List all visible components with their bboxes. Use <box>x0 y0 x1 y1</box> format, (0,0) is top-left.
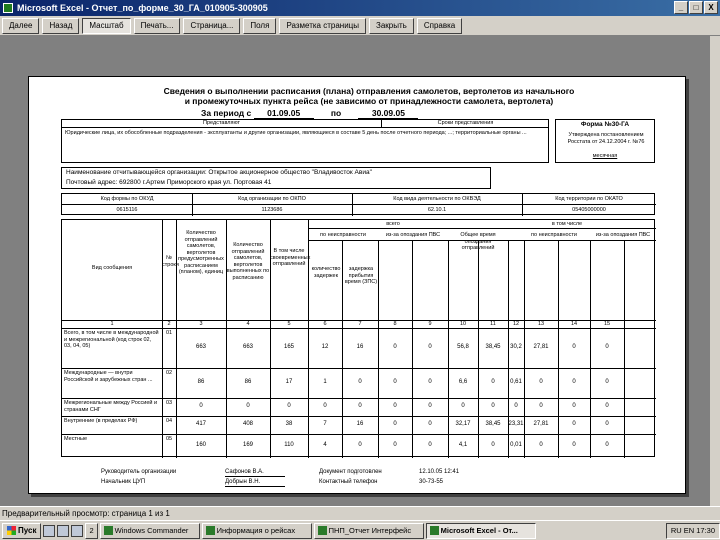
row-value: 110 <box>284 442 294 448</box>
quicklaunch-browser-icon[interactable] <box>57 525 69 537</box>
row-value: 0 <box>393 379 397 385</box>
row-value: 0 <box>461 403 465 409</box>
form-period: месячная <box>592 153 618 159</box>
preview-page <box>28 76 686 494</box>
row-value: 38,45 <box>485 421 501 427</box>
row-value: 0 <box>323 403 327 409</box>
task-label: Windows Commander <box>114 525 189 535</box>
row-value: 4,1 <box>458 442 468 448</box>
start-button[interactable] <box>2 523 41 539</box>
close-button[interactable]: X <box>704 1 718 14</box>
row-value: 0 <box>393 344 397 350</box>
presenters-box <box>61 119 549 163</box>
task-label: ПНП_Отчет Интерфейс <box>328 525 412 535</box>
header-col3: Количество отправлений самолетов, вертолетов предусмотренных расписанием (планом), единиц <box>178 230 224 275</box>
row-value: 663 <box>195 344 206 350</box>
column-number: 12 <box>512 321 520 327</box>
row-name: Внутренние (в пределах РФ) <box>64 418 138 424</box>
document-title <box>149 86 589 106</box>
header-delay-time: задержка прибытия время (ЗПС) <box>344 266 378 285</box>
page-break-preview-button[interactable]: Разметка страницы <box>279 18 366 34</box>
app-icon <box>206 526 215 535</box>
row-value: 0 <box>491 442 495 448</box>
header-total-delay: Общее время опоздания отправлений <box>460 232 496 251</box>
form-box <box>555 119 655 163</box>
row-value: 408 <box>242 421 253 427</box>
signature-label: Начальник ЦУП <box>101 479 146 485</box>
signature-label: Руководитель организации <box>101 469 177 475</box>
folder-icon <box>104 526 113 535</box>
column-number: 6 <box>323 321 327 327</box>
row-value: 0 <box>428 442 432 448</box>
row-value: 160 <box>195 442 206 448</box>
row-value: 0 <box>605 344 609 350</box>
row-value: 0 <box>246 403 250 409</box>
row-value: 0 <box>539 442 543 448</box>
row-value: 0 <box>358 379 362 385</box>
row-name: Международные — внутри Российской и зарубежных стран ... <box>64 370 153 383</box>
code-okpo-header: Код организации по ОКПО <box>238 196 306 202</box>
organization-box <box>61 167 491 189</box>
row-value: 38,45 <box>485 344 501 350</box>
header-sub-fault-2: по неисправности <box>531 232 577 238</box>
column-number: 2 <box>167 321 171 327</box>
row-name: Межрегиональные между Россией и странами СНГ <box>64 400 158 413</box>
header-col5: В том числе своевременных отправлений <box>270 248 311 267</box>
row-value: 27,81 <box>533 344 549 350</box>
row-value: 0 <box>572 442 576 448</box>
task-label: Microsoft Excel - От... <box>440 525 518 535</box>
row-number: 02 <box>165 370 173 376</box>
row-value: 0 <box>199 403 203 409</box>
quicklaunch-desktop-icon[interactable] <box>43 525 55 537</box>
row-value: 38 <box>285 421 293 427</box>
row-value: 0 <box>428 379 432 385</box>
row-value: 0 <box>605 442 609 448</box>
row-value: 7 <box>323 421 327 427</box>
presents-text: Юридические лица, их обособленные подразделения - эксплуатанты и другие организации, являющиеся в составе 5 день после отчетного периода; ...; территориальные органы ... <box>65 130 527 136</box>
signature-name: Добрын В.Н. <box>225 479 285 487</box>
row-value: 0 <box>539 379 543 385</box>
title-line-2: и промежуточных пункта рейса (не зависимо от принадлежности самолета, вертолета) <box>184 96 554 106</box>
row-value: 0 <box>428 421 432 427</box>
header-col4: Количество отправлений самолетов, вертолетов выполненных по расписанию <box>226 242 270 281</box>
header-sub-fault: по неисправности <box>320 232 366 238</box>
taskbar-windows-commander[interactable] <box>100 523 200 539</box>
row-value: 0 <box>539 403 543 409</box>
window-controls <box>674 1 718 14</box>
prepared-value: 12.10.05 12:41 <box>419 469 460 475</box>
app-icon <box>318 526 327 535</box>
code-okved-header: Код вида деятельности по ОКВЭД <box>393 196 481 202</box>
deadline-label: Сроки представления <box>382 120 549 128</box>
excel-icon <box>3 3 13 13</box>
excel-icon <box>430 526 439 535</box>
row-value: 0,01 <box>510 442 522 448</box>
row-value: 0 <box>287 403 291 409</box>
row-number: 01 <box>165 330 173 336</box>
header-sub-late-2: из-за опоздания ПВС <box>595 232 651 238</box>
row-value: 417 <box>195 421 206 427</box>
row-value: 16 <box>356 421 364 427</box>
codes-box <box>61 193 655 215</box>
margins-button[interactable]: Поля <box>243 18 276 34</box>
row-value: 0 <box>514 403 518 409</box>
row-value: 56,8 <box>457 344 469 350</box>
column-number: 5 <box>287 321 291 327</box>
row-value: 663 <box>242 344 253 350</box>
period-to: 30.09.05 <box>358 108 418 119</box>
code-okud-value: 0615116 <box>116 207 138 213</box>
row-value: 4 <box>323 442 327 448</box>
row-value: 0 <box>605 379 609 385</box>
row-value: 32,17 <box>455 421 471 427</box>
row-value: 23,31 <box>508 421 524 427</box>
code-okato-header: Код территории по ОКАТО <box>555 196 623 202</box>
taskbar-flight-info[interactable] <box>202 523 312 539</box>
preview-toolbar <box>0 16 720 36</box>
task-group-count: 2 <box>89 525 94 535</box>
prepared-value: 30-73-55 <box>419 479 444 485</box>
form-approved: Утверждена постановлением Росстата от 24.12.2004 г. №76 <box>567 132 645 145</box>
row-name: Местные <box>64 436 88 442</box>
quicklaunch-mail-icon[interactable] <box>71 525 83 537</box>
org-name: Наименование отчитывающейся организации: Открытое акционерное общество "Владивосток Авиа" <box>66 169 372 176</box>
close-preview-button[interactable]: Закрыть <box>369 18 414 34</box>
row-value: 0 <box>393 442 397 448</box>
previous-button[interactable]: Назад <box>42 18 79 34</box>
maximize-button[interactable]: □ <box>689 1 703 14</box>
form-label: Форма №30-ГА <box>580 121 630 128</box>
presents-label: Представляют <box>62 120 382 128</box>
signature-name: Сафонов В.А. <box>225 469 285 477</box>
row-value: 0 <box>428 403 432 409</box>
row-value: 0 <box>393 403 397 409</box>
period-to-label: по <box>330 108 342 118</box>
code-okud-header: Код формы по ОКУД <box>100 196 154 202</box>
column-number: 8 <box>393 321 397 327</box>
zoom-button[interactable]: Масштаб <box>82 18 130 34</box>
column-number: 13 <box>537 321 545 327</box>
header-group-including: в том числе <box>551 221 583 227</box>
report-period <box>201 108 418 119</box>
code-okved-value: 62.10.1 <box>427 207 447 213</box>
column-number: 10 <box>459 321 467 327</box>
row-value: 86 <box>244 379 252 385</box>
minimize-button[interactable]: _ <box>674 1 688 14</box>
help-button[interactable]: Справка <box>417 18 462 34</box>
row-value: 0 <box>358 442 362 448</box>
row-value: 12 <box>321 344 329 350</box>
row-value: 0 <box>393 421 397 427</box>
row-value: 165 <box>283 344 294 350</box>
row-value: 0 <box>572 403 576 409</box>
vertical-scrollbar[interactable] <box>710 36 720 506</box>
row-value: 17 <box>285 379 293 385</box>
column-number: 14 <box>570 321 578 327</box>
task-label: Информация о рейсах <box>216 525 296 535</box>
row-value: 0 <box>605 403 609 409</box>
taskbar-pnp-report[interactable] <box>314 523 424 539</box>
header-delay-count: количество задержек <box>311 266 341 279</box>
next-button[interactable]: Далее <box>2 18 39 34</box>
period-label: За период с <box>201 108 252 118</box>
period-from: 01.09.05 <box>254 108 314 119</box>
column-number: 1 <box>110 321 114 327</box>
row-value: 16 <box>356 344 364 350</box>
row-value: 30,2 <box>510 344 522 350</box>
row-name: Всего, в том числе в международной и межрегиональной (код строк 02, 03, 04, 05) <box>64 330 159 349</box>
window-title-bar <box>0 0 720 16</box>
row-value: 6,6 <box>458 379 468 385</box>
print-button[interactable]: Печать... <box>134 18 181 34</box>
page-setup-button[interactable]: Страница... <box>183 18 240 34</box>
row-value: 27,81 <box>533 421 549 427</box>
row-value: 0 <box>572 379 576 385</box>
main-table <box>61 219 655 457</box>
column-number: 15 <box>603 321 611 327</box>
row-value: 86 <box>197 379 205 385</box>
taskbar <box>0 520 720 540</box>
taskbar-excel[interactable] <box>426 523 536 539</box>
status-bar <box>0 506 720 520</box>
start-label: Пуск <box>18 525 37 535</box>
header-group-total: всего <box>386 221 400 227</box>
row-value: 0 <box>605 421 609 427</box>
prepared-label: Контактный телефон <box>319 479 378 485</box>
row-number: 03 <box>165 400 173 406</box>
taskbar-group[interactable] <box>85 523 97 539</box>
windows-logo-icon <box>7 526 16 535</box>
org-address: Почтовый адрес: 692800 г.Артем Приморского края ул. Портовая 41 <box>66 179 272 186</box>
row-value: 0 <box>572 344 576 350</box>
header-row-number: № строки <box>162 255 179 268</box>
row-number: 05 <box>165 436 173 442</box>
row-value: 0 <box>491 379 495 385</box>
row-value: 0,61 <box>510 379 522 385</box>
table-column-line <box>624 240 625 458</box>
column-number: 9 <box>428 321 432 327</box>
status-text: Предварительный просмотр: страница 1 из 1 <box>2 509 170 518</box>
column-number: 4 <box>246 321 250 327</box>
system-tray: RU EN 17:30 <box>666 523 720 539</box>
title-line-1: Сведения о выполнении расписания (плана) отправления самолетов, вертолетов из начального <box>163 86 575 96</box>
row-value: 0 <box>572 421 576 427</box>
column-number: 7 <box>358 321 362 327</box>
header-message-type: Вид сообщения <box>91 265 133 271</box>
row-value: 0 <box>428 344 432 350</box>
code-okpo-value: 1123686 <box>261 207 283 213</box>
row-number: 04 <box>165 418 173 424</box>
column-number: 11 <box>490 321 496 327</box>
window-title: Microsoft Excel - Отчет_по_форме_30_ГА_010905-300905 <box>17 3 268 13</box>
row-value: 0 <box>491 403 495 409</box>
header-sub-late: из-за опоздания ПВС <box>385 232 441 238</box>
preview-canvas <box>0 36 720 506</box>
row-value: 169 <box>242 442 253 448</box>
column-number: 3 <box>199 321 203 327</box>
code-okato-value: 05405000000 <box>572 207 606 213</box>
row-value: 0 <box>358 403 362 409</box>
row-value: 1 <box>323 379 327 385</box>
prepared-label: Документ подготовлен <box>319 469 382 475</box>
